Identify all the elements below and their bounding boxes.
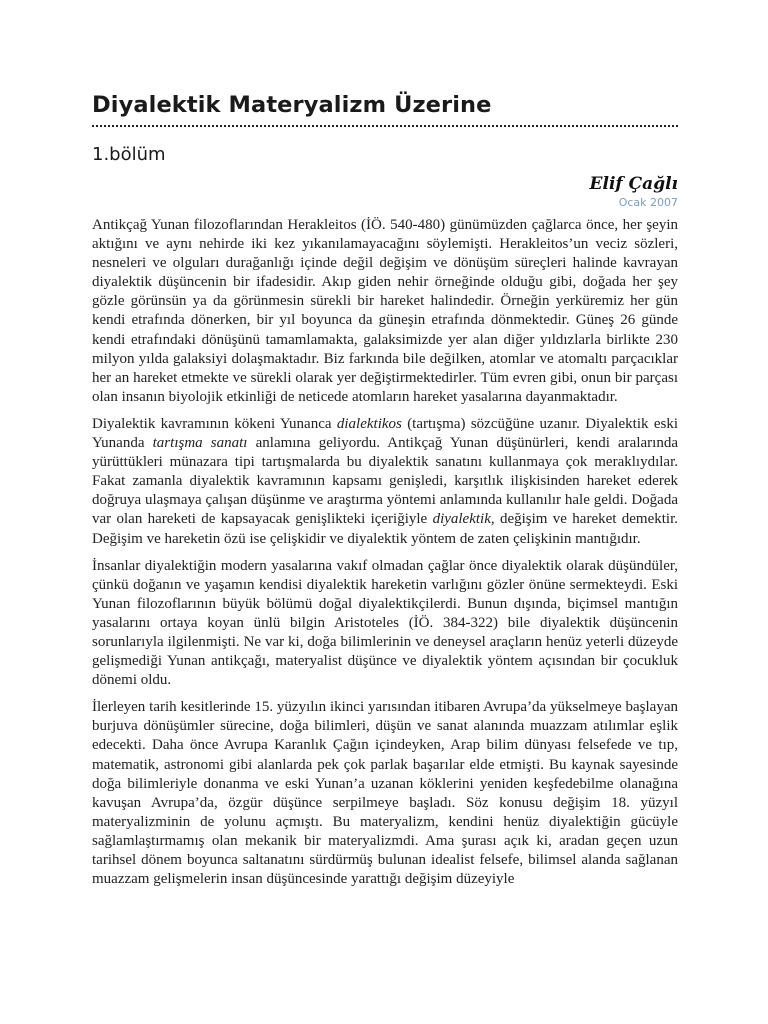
- emphasis-term: diyalektik: [432, 511, 491, 528]
- paragraph-text: anlamına geliyordu. Antikçağ Yunan düşünürleri, kendi aralarında yürüttükleri münazara tipi tartışmalarda bu diyalektik sanatını kullanmaya çok meraklıydılar. Fakat zamanla diyalektik kavramının kapsamı genişledi, karşıtlık ilişkisinden hareket ederek doğruya ulaşmaya çalışan düşünme ve araştırma yöntemi anlamında kullanılır hale geldi. Doğada var olan hareketi de kapsayacak genişlikteki içeriğiyle: [92, 435, 678, 528]
- paragraph: İnsanlar diyalektiğin modern yasalarına vakıf olmadan çağlar önce diyalektik olarak düşündüler, çünkü doğanın ve yaşamın kendisi diyalektik hareketin varlığını gözler önüne sermekteydi. Eski Yunan filozoflarının büyük bölümü doğal diyalektikçilerdi. Bunun dışında, biçimsel mantığın yasalarını ortaya koyan ünlü bilgin Aristoteles (İÖ. 384-322) bile diyalektik düşüncenin sorunlarıyla ilgilenmişti. Ne var ki, doğa bilimlerinin ve deneysel araçların henüz yeterli düzeyde gelişmediği Yunan antikçağı, materyalist düşünce ve diyalektik yöntem açısından bir çocukluk dönemi oldu.: [92, 557, 678, 689]
- paragraph: Antikçağ Yunan filozoflarından Herakleitos (İÖ. 540-480) günümüzden çağlarca önce, her şeyin aktığını ve aynı nehirde iki kez yıkanılamayacağını söylemişti. Herakleitos’un veciz sözleri, nesneleri ve olguları durağanlığı içinde değil değişim ve dönüşüm süreçleri halinde kavrayan diyalektik düşüncenin bir ifadesidir. Akıp giden nehir örneğinde olduğu gibi, doğada her şey gözle görünsün ya da görünmesin sürekli bir hareket halindedir. Örneğin yerküremiz her gün kendi etrafında dönerken, bir yıl boyunca da güneşin etrafında dönmektedir. Güneş 26 günde kendi etrafındaki dönüşünü tamamlamakta, galaksimizde yer alan diğer yıldızlarla birlikte 230 milyon yılda galaksiyi dolaşmaktadır. Biz farkında bile değilken, atomlar ve atomaltı parçacıklar her an hareket etmekte ve sürekli olarak yer değiştirmektedirler. Tüm evren gibi, onun bir parçası olan insanın biyolojik etkinliği de neticede atomların hareket yasalarına dayanmaktadır.: [92, 217, 678, 405]
- paragraph-text: , değişim ve hareket demektir. Değişim ve hareketin özü ise çelişkidir ve diyalektik yöntem de zaten çelişkinin mantığıdır.: [92, 511, 678, 547]
- author-name: Elif Çağlı: [589, 174, 678, 194]
- section-heading: 1.bölüm: [92, 144, 166, 165]
- article-body: [92, 216, 678, 889]
- publication-date: Ocak 2007: [618, 196, 678, 209]
- paragraph-text: (tartışma) sözcüğüne uzanır. Diyalektik eski Yunanda: [92, 415, 679, 452]
- document-title: Diyalektik Materyalizm Üzerine: [92, 92, 492, 118]
- document-page: [92, 90, 678, 897]
- paragraph-text: Diyalektik kavramının kökeni Yunanca: [92, 415, 337, 432]
- emphasis-term: dialektikos: [336, 415, 402, 432]
- title-divider: [92, 125, 678, 127]
- paragraph: [92, 415, 678, 549]
- paragraph: İlerleyen tarih kesitlerinde 15. yüzyılın ikinci yarısından itibaren Avrupa’da yükselmeye başlayan burjuva dönüşümler sürecine, doğa bilimleri, düşün ve sanat alanında muazzam atılımlar eşlik edecekti. Daha önce Avrupa Karanlık Çağın içindeyken, Arap bilim dünyası felsefede ve tıp, matematik, astronomi gibi alanlarda pek çok parlak başarılar elde etmişti. Bu kaynak sayesinde doğa bilimleriyle donanma ve eski Yunan’a uzanan köklerini yeniden keşfedebilme olanağına kavuşan Avrupa’da, özgür düşünce serpilmeye başladı. Söz konusu değişim 18. yüzyıl materyalizminin de yolunu açmıştı. Bu materyalizm, kendini henüz diyalektiğin gücüyle sağlamlaştırmamış olan mekanik bir materyalizmdi. Ama şurası açık ki, aradan geçen uzun tarihsel dönem boyunca saltanatını sürdürmüş bulunan idealist felsefe, bilimsel alanda sağlanan muazzam gelişmelerin insan düşüncesinde yarattığı değişim düzeyiyle: [92, 699, 678, 888]
- emphasis-term: tartışma sanatı: [152, 435, 248, 452]
